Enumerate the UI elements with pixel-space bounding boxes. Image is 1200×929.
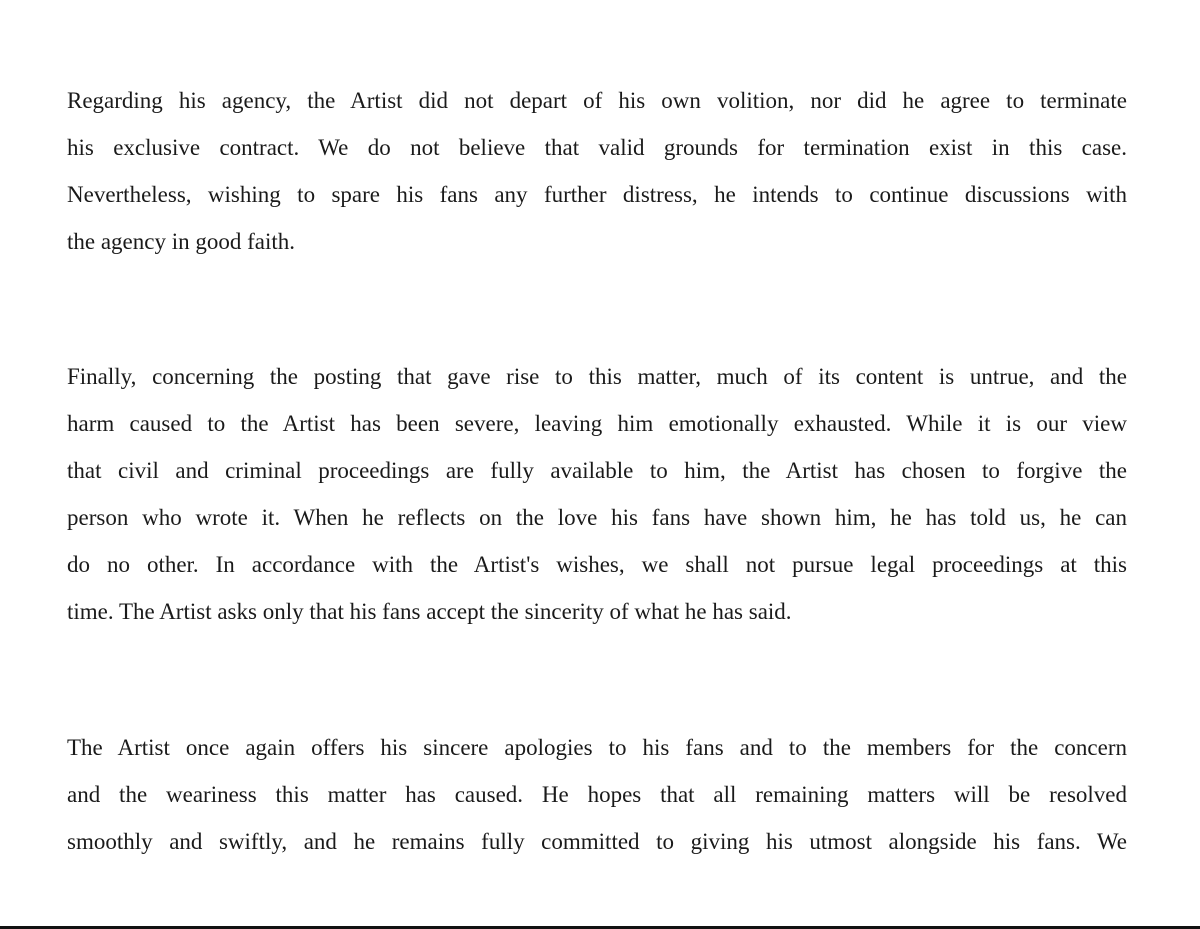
paragraph-agency <box>67 77 1127 265</box>
text-line: Regarding his agency, the Artist did not depart of his own volition, nor did he agree to terminate <box>67 88 1127 113</box>
paragraph-posting <box>67 353 1127 635</box>
text-line: time. The Artist asks only that his fans accept the sincerity of what he has said. <box>67 599 792 624</box>
text-line: Nevertheless, wishing to spare his fans any further distress, he intends to continue discussions with <box>67 182 1127 207</box>
text-line: his exclusive contract. We do not believe that valid grounds for termination exist in this case. <box>67 135 1127 160</box>
text-line: The Artist once again offers his sincere apologies to his fans and to the members for the concern <box>67 735 1127 760</box>
text-line: harm caused to the Artist has been severe, leaving him emotionally exhausted. While it is our view <box>67 411 1127 436</box>
text-line: the agency in good faith. <box>67 229 296 254</box>
paragraph-apology <box>67 724 1127 865</box>
text-line: do no other. In accordance with the Artist's wishes, we shall not pursue legal proceedings at this <box>67 552 1127 577</box>
text-line: and the weariness this matter has caused. He hopes that all remaining matters will be resolved <box>67 782 1127 807</box>
text-line: smoothly and swiftly, and he remains fully committed to giving his utmost alongside his fans. We <box>67 829 1127 854</box>
text-line: that civil and criminal proceedings are fully available to him, the Artist has chosen to forgive the <box>67 458 1127 483</box>
text-line: Finally, concerning the posting that gave rise to this matter, much of its content is untrue, and the <box>67 364 1127 389</box>
text-line: person who wrote it. When he reflects on the love his fans have shown him, he has told us, he can <box>67 505 1127 530</box>
